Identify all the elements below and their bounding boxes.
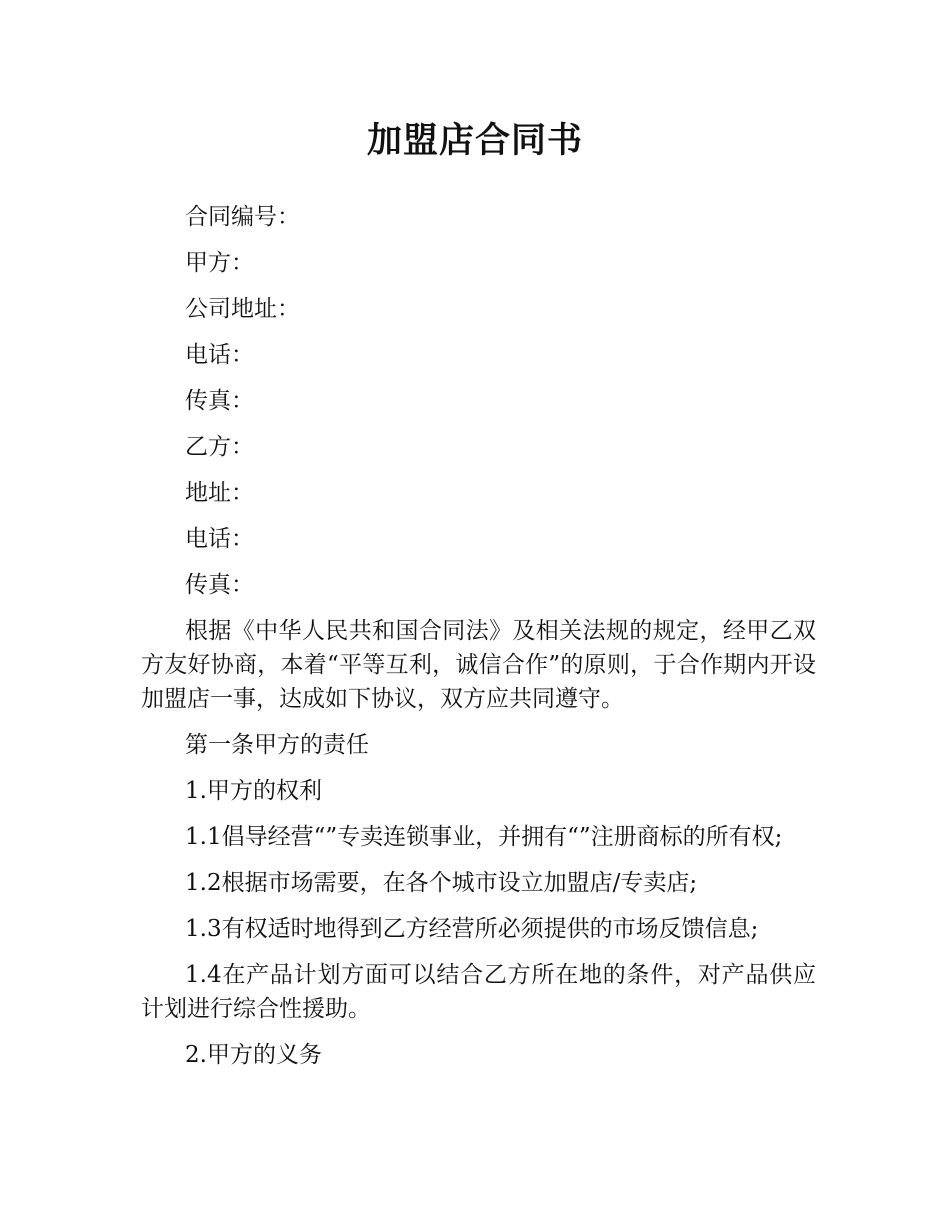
field-party-b-fax: 传真： [185,572,254,598]
field-party-a: 甲方： [185,250,254,276]
field-party-a-fax: 传真： [185,388,254,414]
article-1-heading: 第一条甲方的责任 [185,732,369,758]
field-party-b: 乙方： [185,434,254,460]
field-party-a-phone: 电话： [185,342,254,368]
field-party-b-address: 地址： [185,480,254,506]
clause-1-3: 1.3有权适时地得到乙方经营所必须提供的市场反馈信息; [185,916,759,942]
clause-1-1: 1.1倡导经营“”专卖连锁事业，并拥有“”注册商标的所有权; [185,824,783,850]
section-2-heading: 2.甲方的义务 [185,1042,322,1068]
field-contract-number: 合同编号： [185,204,300,230]
section-1-heading: 1.甲方的权利 [185,778,322,804]
field-company-address: 公司地址： [185,296,300,322]
clause-1-2: 1.2根据市场需要，在各个城市设立加盟店/专卖店; [185,870,698,896]
document-title: 加盟店合同书 [366,121,583,161]
preamble-paragraph: 根据《中华人民共和国合同法》及相关法规的规定，经甲乙双方友好协商，本着“平等互利，诚信合作”的原则，于合作期内开设加盟店一事，达成如下协议，双方应共同遵守。 [141,618,816,712]
document-body [141,200,816,1084]
field-party-b-phone: 电话： [185,526,254,552]
clause-1-4: 1.4在产品计划方面可以结合乙方所在地的条件，对产品供应计划进行综合性援助。 [141,962,816,1022]
